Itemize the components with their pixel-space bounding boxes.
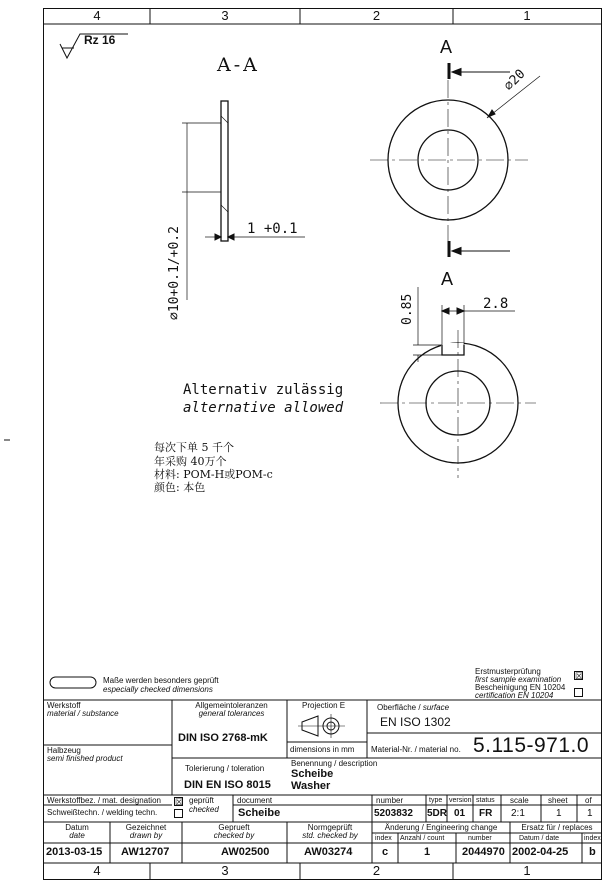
toleration-value: DIN EN ISO 8015 — [184, 779, 271, 791]
zone-bottom-1: 1 — [523, 863, 531, 878]
drawn-by-value: AW12707 — [121, 846, 170, 858]
dim-outer-diameter: ⌀20 — [501, 66, 529, 94]
note-line-3: 材料: POM-H或POM-c — [154, 468, 273, 481]
certification-checkbox[interactable] — [574, 688, 583, 697]
replaces-index-value: b — [589, 846, 596, 858]
checked-by-label-de: Geprueft — [218, 823, 250, 832]
dim-thickness: 1 +0.1 — [247, 221, 298, 237]
certification-en: certification EN 10204 — [475, 691, 554, 700]
std-checked-value: AW03274 — [304, 846, 353, 858]
part-name-en: Washer — [291, 780, 331, 792]
document-label: document — [237, 796, 273, 805]
dim-notch-width: 2.8 — [483, 296, 509, 312]
special-check-en: especially checked dimensions — [103, 685, 213, 694]
zone-top-2: 2 — [372, 8, 381, 23]
mat-designation-label: Werkstoffbez. / mat. designation — [47, 796, 161, 805]
description-label: Benennung / description — [291, 759, 378, 768]
scale-value: 2:1 — [511, 808, 525, 819]
checked-by-label-en: checked by — [213, 831, 255, 840]
number-label: number — [376, 796, 404, 805]
replaces-date-label: Datum / date — [519, 835, 560, 842]
section-label: A-A — [217, 54, 260, 76]
tolerance-label-en: general tolerances — [198, 709, 265, 718]
zone-bottom-3: 3 — [221, 863, 229, 878]
zone-top-4: 4 — [93, 8, 101, 23]
replaces-index-label: index — [584, 835, 601, 842]
section-marker-bottom: A — [441, 269, 454, 289]
toleration-label: Tolerierung / toleration — [185, 764, 265, 773]
surface-label — [377, 704, 449, 712]
drawn-label-de: Gezeichnet — [125, 823, 167, 832]
date-label-en: date — [69, 831, 85, 840]
material-label-en: material / substance — [47, 709, 119, 718]
zone-top-1: 1 — [523, 8, 531, 23]
section-marker-top: A — [440, 37, 453, 57]
document-value: Scheibe — [238, 807, 281, 819]
roughness-value: Rz 16 — [84, 33, 116, 47]
std-checked-label-en: std. checked by — [302, 831, 358, 840]
halbzeug-label-de: Halbzeug — [47, 746, 81, 755]
welding-label: Schweißtechn. / welding techn. — [47, 808, 158, 817]
version-label: version — [449, 797, 472, 804]
material-number: 5.115-971.0 — [473, 734, 590, 757]
first-sample-de: Erstmusterprüfung — [475, 667, 541, 676]
tolerance-value: DIN ISO 2768-mK — [178, 732, 268, 744]
checked-label-de: geprüft — [189, 796, 214, 805]
welding-checkbox[interactable] — [174, 809, 183, 818]
number-value: 5203832 — [374, 808, 413, 819]
tolerance-label-de: Allgemeintoleranzen — [195, 701, 268, 710]
surface-value: EN ISO 1302 — [380, 715, 451, 729]
replaces-label: Ersatz für / replaces — [521, 823, 593, 832]
change-index-label: index — [375, 835, 392, 842]
certification-de: Bescheinigung EN 10204 — [475, 683, 566, 692]
alternative-en: alternative allowed — [183, 400, 344, 416]
date-value: 2013-03-15 — [46, 846, 103, 858]
special-check-de: Maße werden besonders geprüft — [103, 676, 219, 685]
first-sample-checkbox[interactable]: ☒ — [575, 671, 584, 681]
mat-designation-checkbox[interactable]: ☒ — [175, 797, 184, 807]
scale-label: scale — [510, 796, 529, 805]
checked-label-en: checked — [189, 805, 219, 814]
change-count-value: 1 — [424, 846, 431, 858]
halbzeug-label-en: semi finished product — [47, 754, 123, 763]
change-number-value: 2044970 — [462, 846, 505, 858]
surface-label-en: surface — [422, 703, 450, 712]
change-count-label: Anzahl / count — [400, 835, 445, 842]
replaces-date-value: 2002-04-25 — [512, 846, 569, 858]
dimension-units: dimensions in mm — [290, 745, 355, 754]
material-label-de: Werkstoff — [47, 701, 81, 710]
engineering-change-label: Änderung / Engineering change — [384, 823, 498, 832]
status-label: status — [476, 797, 495, 804]
type-value: 5DR — [427, 808, 448, 819]
first-sample-en: first sample examination — [475, 675, 562, 684]
zone-bottom-2: 2 — [372, 863, 381, 878]
part-name-de: Scheibe — [291, 768, 334, 780]
date-label-de: Datum — [65, 823, 89, 832]
version-value: 01 — [454, 808, 466, 819]
dim-notch-depth: 0.85 — [400, 293, 415, 325]
note-line-1: 每次下单 5 千个 — [154, 441, 234, 454]
surface-label-de: Oberfläche / — [377, 703, 423, 712]
of-label: of — [585, 796, 592, 805]
drawn-label-en: drawn by — [129, 831, 163, 840]
zone-bottom-4: 4 — [93, 863, 101, 878]
type-label: type — [429, 797, 443, 804]
sheet-label: sheet — [548, 796, 568, 805]
alternative-de: Alternativ zulässig — [183, 382, 344, 398]
sheet-value: 1 — [556, 808, 562, 819]
material-no-label: Material-Nr. / material no. — [371, 745, 461, 754]
projection-label: Projection E — [302, 701, 346, 710]
of-value: 1 — [587, 808, 593, 819]
change-number-label: number — [468, 835, 492, 842]
std-checked-label-de: Normgeprüft — [307, 823, 353, 832]
checked-by-value: AW02500 — [221, 846, 270, 858]
change-index-value: c — [382, 846, 389, 858]
zone-top-3: 3 — [221, 8, 229, 23]
status-value: FR — [479, 808, 493, 819]
note-line-4: 颜色: 本色 — [154, 481, 206, 494]
note-line-2: 年采购 40万个 — [154, 455, 227, 468]
dim-inner-diameter: ⌀10+0.1/+0.2 — [167, 226, 182, 320]
